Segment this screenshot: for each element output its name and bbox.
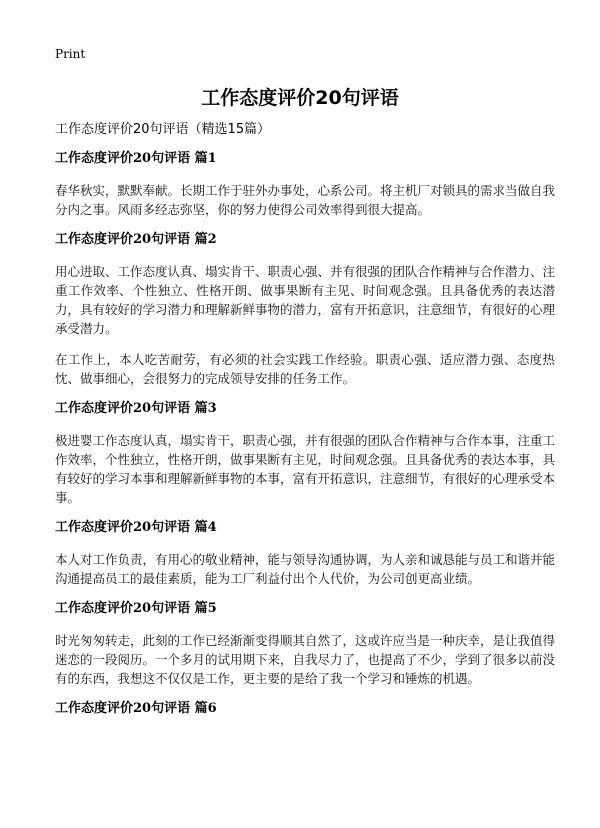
section-4 (55, 519, 555, 588)
section-heading: 工作态度评价20句评语 篇4 (55, 520, 217, 535)
section-5 (55, 600, 555, 688)
section-6 (55, 700, 555, 718)
section-2 (55, 231, 555, 388)
document-body (55, 121, 555, 731)
section-heading: 工作态度评价20句评语 篇5 (55, 601, 217, 616)
section-heading: 工作态度评价20句评语 篇1 (55, 151, 217, 166)
document-subtitle: 工作态度评价20句评语（精选15篇） (55, 122, 271, 137)
section-paragraph: 用心进取、工作态度认真、塌实肯干、职责心强、并有很强的团队合作精神与合作潜力、注重工作效率、个性独立、性格开朗、做事果断有主见、时间观念强。且具备优秀的表达潜力，具有较好的学习潜力和理解新鲜事物的潜力，富有开拓意识，注意细节，有很好的心理承受潜力。 (55, 264, 556, 336)
section-paragraph: 在工作上，本人吃苦耐劳，有必须的社会实践工作经验。职责心强、适应潜力强、态度热忱、做事细心，会很努力的完成领导安排的任务工作。 (55, 352, 555, 386)
section-paragraph: 极进婴工作态度认真，塌实肯干，职责心强，并有很强的团队合作精神与合作本事，注重工作效率，个性独立，性格开朗，做事果断有主见，时间观念强。且具备优秀的表达本事，具有较好的学习本事和理解新鲜事物的本事，富有开拓意识，注意细节，有很好的心理承受本事。 (55, 433, 556, 505)
section-heading: 工作态度评价20句评语 篇6 (55, 701, 217, 716)
print-link[interactable]: Print (55, 47, 86, 61)
section-heading: 工作态度评价20句评语 篇2 (55, 232, 217, 247)
section-1 (55, 150, 555, 219)
page-title: 工作态度评价20句评语 (201, 87, 399, 109)
section-paragraph: 春华秋实，默默奉献。长期工作于驻外办事处，心系公司。将主机厂对锁具的需求当做自我分内之事。风雨多经志弥坚，你的努力使得公司效率得到很大提高。 (55, 183, 556, 217)
section-paragraph: 时光匆匆转走，此刻的工作已经渐渐变得顺其自然了，这或许应当是一种庆幸，是让我值得迷恋的一段阅历。一个多月的试用期下来，自我尽力了，也提高了不少，学到了很多以前没有的东西，我想这不仅仅是工作，更主要的是给了我一个学习和锤炼的机遇。 (55, 633, 556, 686)
section-3 (55, 400, 555, 507)
section-paragraph: 本人对工作负责，有用心的敬业精神，能与领导沟通协调，为人亲和诚恳能与员工和谐并能沟通提高员工的最佳素质，能为工厂利益付出个人代价，为公司创更高业绩。 (55, 552, 556, 586)
section-heading: 工作态度评价20句评语 篇3 (55, 401, 217, 416)
